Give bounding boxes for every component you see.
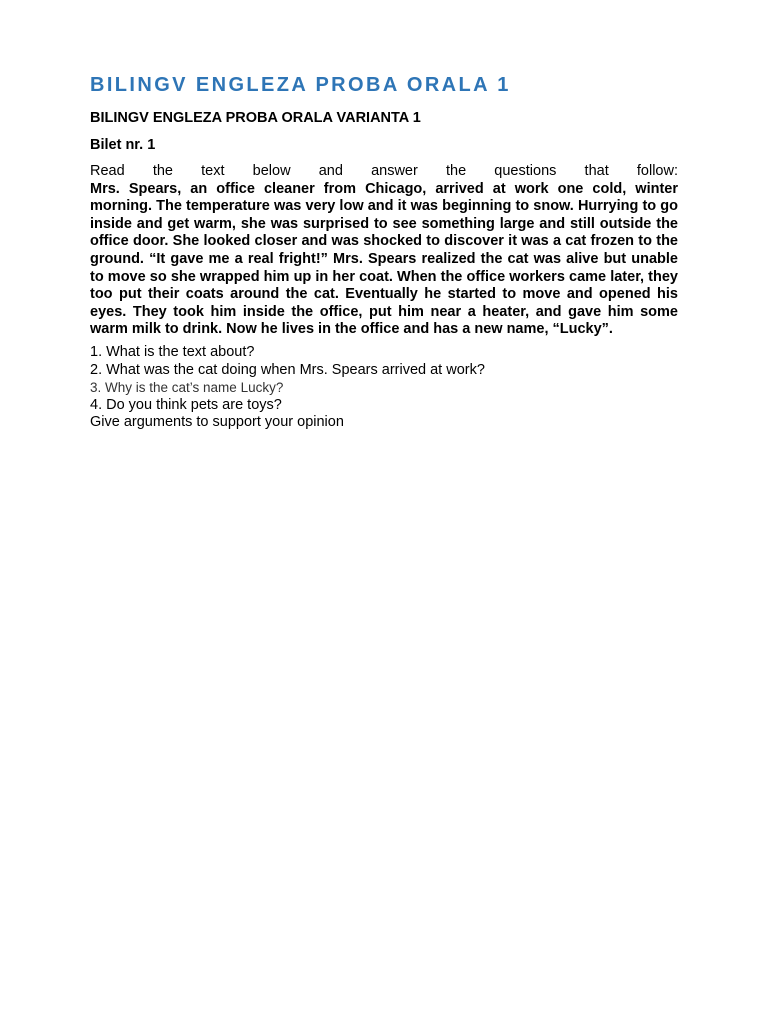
question-item: 2. What was the cat doing when Mrs. Spears arrived at work? [90, 361, 485, 378]
ticket-number: Bilet nr. 1 [90, 137, 156, 153]
question-item: 1. What is the text about? [90, 344, 255, 360]
document-title: BILINGV ENGLEZA PROBA ORALA 1 [90, 74, 511, 96]
instruction-text: Read the text below and answer the questions that follow: [90, 163, 678, 179]
question-item: Give arguments to support your opinion [90, 414, 344, 431]
question-item: 3. Why is the cat’s name Lucky? [90, 380, 284, 396]
document-subtitle: BILINGV ENGLEZA PROBA ORALA VARIANTA 1 [90, 110, 421, 126]
question-item: 4. Do you think pets are toys? [90, 396, 282, 413]
question-list [90, 344, 485, 432]
reading-passage [90, 163, 678, 339]
story-text: Mrs. Spears, an office cleaner from Chicago, arrived at work one cold, winter morning. The temperature was very low and it was beginning to snow. Hurrying to go inside and get warm, she was surprised to see something large and still outside the office door. She looked closer and was shocked to discover it was a cat frozen to the ground. “It gave me a real fright!” Mrs. Spears realized the cat was alive but unable to move so she wrapped him up in her coat. When the office workers came later, they too put their coats around the cat. Eventually he started to move and opened his eyes. They took him inside the office, put him near a heater, and gave him some warm milk to drink. Now he lives in the office and has a new name, “Lucky”. [90, 180, 678, 338]
